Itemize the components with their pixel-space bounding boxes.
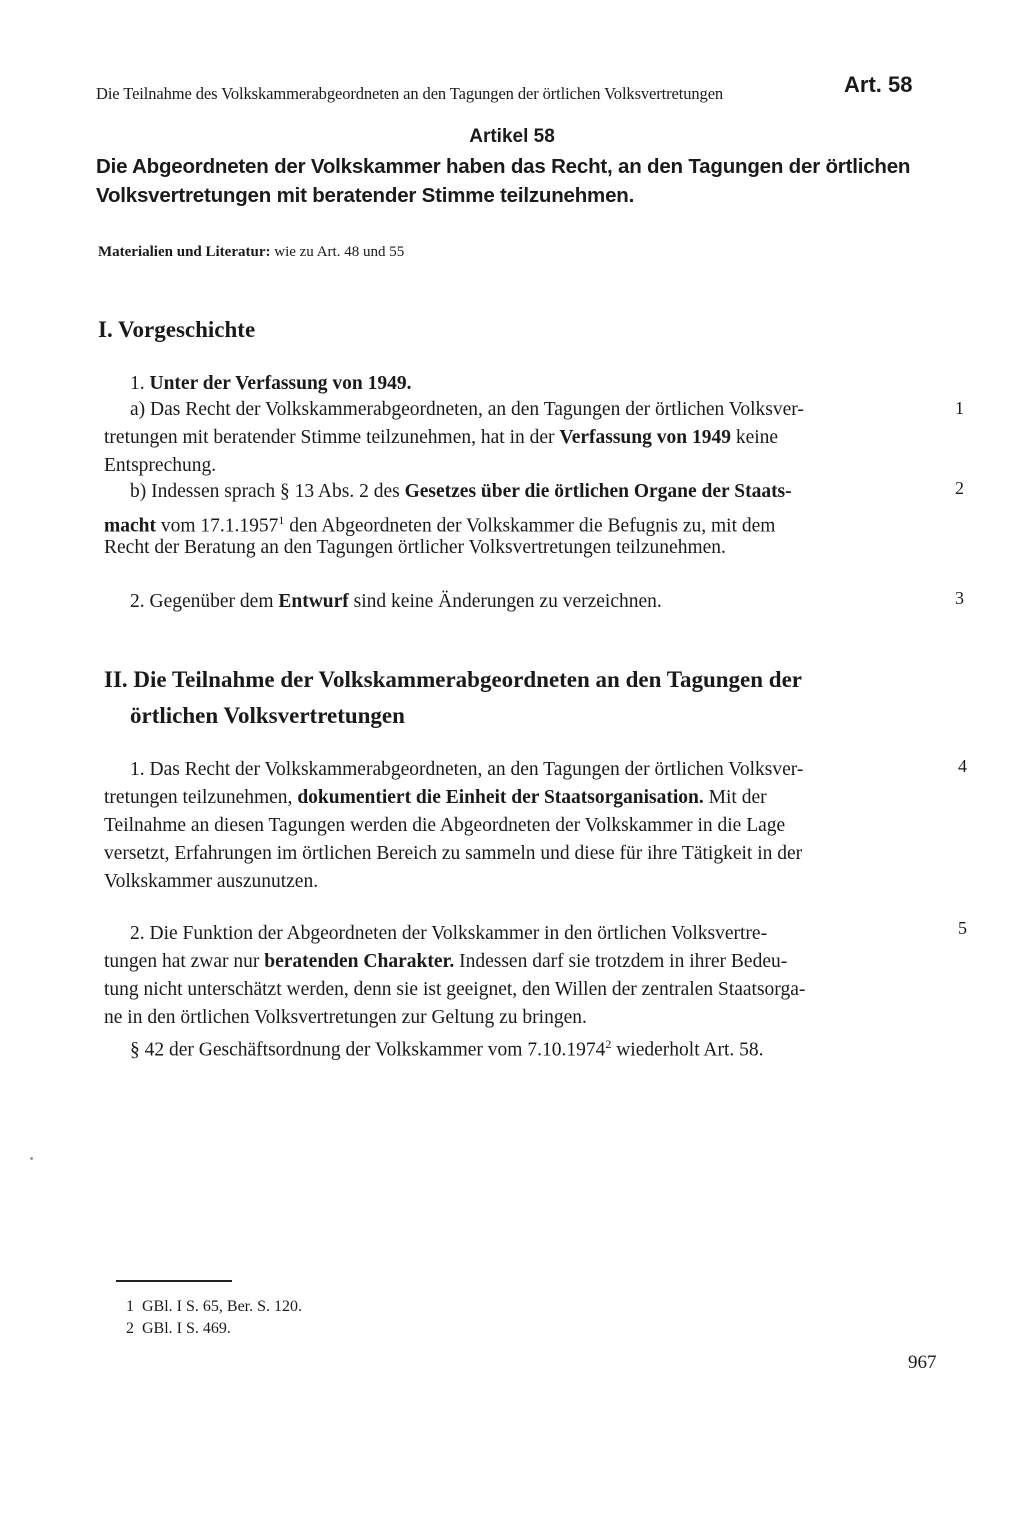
text-run: tretungen teilzunehmen,: [104, 787, 298, 808]
para-a-line1: a) Das Recht der Volkskammerabgeordneten, an den Tagungen der örtlichen Volksver-: [130, 399, 804, 420]
para-a-line3: Entsprechung.: [104, 455, 217, 476]
footnote-1: [126, 1298, 302, 1316]
footnote-2: [126, 1320, 231, 1338]
margin-number-1: 1: [955, 398, 964, 418]
article-text: Die Abgeordneten der Volkskammer haben das Recht, an den Tagungen der örtlichen Volksvertretungen mit beratender Stimme teilzunehmen.: [96, 155, 911, 207]
margin-number-5: 5: [958, 918, 967, 938]
s2-para2-line2: [104, 948, 928, 976]
para-a-line2: [104, 424, 928, 452]
margin-number-3: 3: [955, 588, 964, 608]
page-number: 967: [908, 1352, 937, 1373]
article-badge: Art. 58: [844, 72, 913, 97]
text-run: § 42 der Geschäftsordnung der Volkskammer vom 7.10.1974: [130, 1039, 606, 1061]
text-run: den Abgeordneten der Volkskammer die Befugnis zu, mit dem: [284, 515, 776, 537]
article-label: Artikel 58: [469, 126, 555, 147]
text-bold: Gesetzes über die örtlichen Organe der Staats-: [404, 481, 792, 502]
text-bold: Entwurf: [278, 591, 349, 612]
footnote-text: GBl. I S. 65, Ber. S. 120.: [142, 1298, 303, 1315]
text-bold: Verfassung von 1949: [559, 427, 731, 448]
footnote-rule: [116, 1280, 232, 1282]
footnote-ref-2[interactable]: 2: [605, 1037, 612, 1051]
para-2: [130, 588, 662, 616]
s2-para2-line4: ne in den örtlichen Volksvertretungen zur Geltung zu bringen.: [104, 1007, 587, 1028]
text-run: tungen hat zwar nur: [104, 951, 265, 972]
s2-para1-line4: versetzt, Erfahrungen im örtlichen Bereich zu sammeln und diese für ihre Tätigkeit in der: [104, 843, 803, 864]
section-heading-2-line1: II. Die Teilnahme der Volkskammerabgeordneten an den Tagungen der: [104, 667, 802, 692]
s2-para1-line2: [104, 784, 928, 812]
s2-para2-line3: tung nicht unterschätzt werden, denn sie ist geeignet, den Willen der zentralen Staatsorga-: [104, 979, 806, 1000]
s2-para2-line5: [130, 1030, 764, 1065]
s2-para1-line3: Teilnahme an diesen Tagungen werden die Abgeordneten der Volkskammer in die Lage: [104, 815, 786, 836]
text-run: vom 17.1.1957: [156, 515, 279, 537]
subsection-title: [130, 370, 412, 398]
text-run: Mit der: [703, 787, 767, 808]
section-heading-2-line2: örtlichen Volksvertretungen: [130, 703, 405, 728]
text-bold: dokumentiert die Einheit der Staatsorganisation.: [297, 787, 704, 808]
s2-para1-line5: Volkskammer auszunutzen.: [104, 871, 319, 892]
margin-number-2: 2: [955, 478, 964, 498]
text-run: keine: [730, 427, 779, 448]
margin-number-4: 4: [958, 756, 967, 776]
text-run: wiederholt Art. 58.: [611, 1039, 764, 1061]
footnote-text: GBl. I S. 469.: [142, 1320, 231, 1337]
text-run: sind keine Änderungen zu verzeichnen.: [348, 591, 662, 612]
text-run: tretungen mit beratender Stimme teilzunehmen, hat in der: [104, 427, 560, 448]
s2-para2-line1: 2. Die Funktion der Abgeordneten der Volkskammer in den örtlichen Volksvertre-: [130, 923, 768, 944]
materials-label: Materialien und Literatur:: [98, 244, 271, 260]
scan-speck: [30, 1157, 33, 1160]
footnote-ref-1[interactable]: 1: [278, 513, 285, 527]
text-run: 2. Gegenüber dem: [130, 591, 279, 612]
section-heading-1: I. Vorgeschichte: [98, 317, 256, 342]
footnote-number: 1: [126, 1298, 134, 1315]
text-bold: beratenden Charakter.: [264, 951, 455, 972]
footnote-number: 2: [126, 1320, 134, 1337]
para-b-line3: Recht der Beratung an den Tagungen örtlicher Volksvertretungen teilzunehmen.: [104, 537, 726, 558]
subsection-number: 1.: [130, 373, 145, 394]
running-header: Die Teilnahme des Volkskammerabgeordneten an den Tagungen der örtlichen Volksvertretungen: [96, 84, 724, 103]
text-run: b) Indessen sprach § 13 Abs. 2 des: [130, 481, 405, 502]
materials-line: [98, 244, 404, 261]
para-b-line1: [130, 478, 928, 506]
materials-value: wie zu Art. 48 und 55: [274, 244, 405, 260]
s2-para1-line1: 1. Das Recht der Volkskammerabgeordneten, an den Tagungen der örtlichen Volksver-: [130, 759, 804, 780]
text-run: Indessen darf sie trotzdem in ihrer Bedeu-: [454, 951, 788, 972]
text-bold: macht: [104, 515, 156, 537]
subsection-title-text: Unter der Verfassung von 1949.: [149, 373, 412, 394]
